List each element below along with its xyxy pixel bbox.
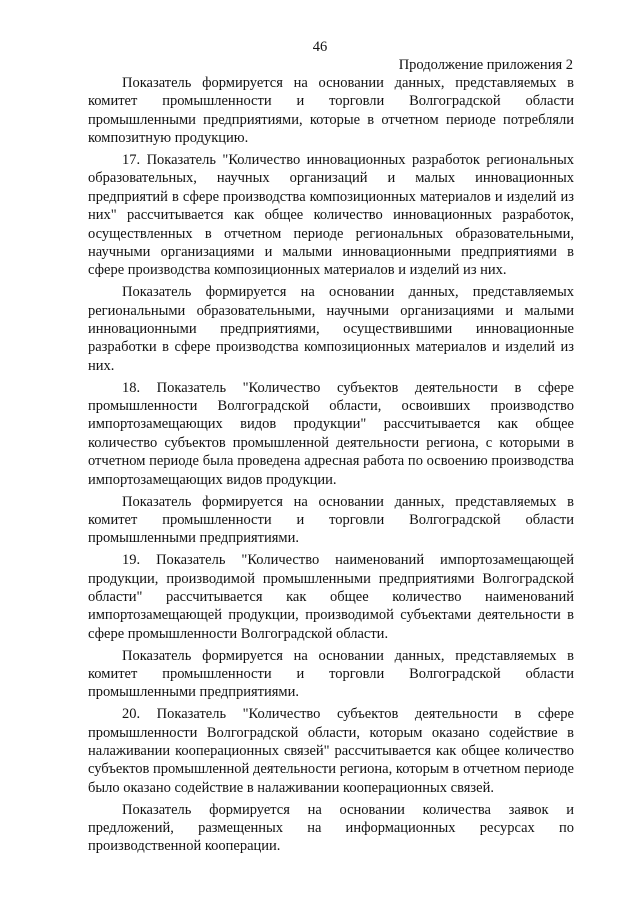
paragraph-indicator-16-source: Показатель формируется на основании данных, представляемых в комитет промышленности и торговли Волгоградской области промышленными предприятиями, которые в отчетном периоде потребляли композитную продукцию.: [88, 75, 574, 147]
paragraph-indicator-18-source: Показатель формируется на основании данных, представляемых в комитет промышленности и торговли Волгоградской области промышленными предприятиями.: [88, 493, 574, 547]
page-number: 46: [312, 39, 328, 55]
paragraph-indicator-18: 18. Показатель "Количество субъектов деятельности в сфере промышленности Волгоградской области, освоивших производство импортозамещающих видов продукции" рассчитывается как общее количество субъектов промышленной деятельности региона, с которыми в отчетном периоде была проведена адресная работа по освоению производства импортозамещающих видов продукции.: [88, 379, 574, 488]
paragraph-indicator-19: 19. Показатель "Количество наименований импортозамещающей продукции, производимой промышленными предприятиями Волгоградской области" рассчитывается как общее количество наименований импортозамещающей продукции, производимой субъектами деятельности в сфере промышленности Волгоградской области.: [88, 552, 574, 642]
document-body: [88, 74, 574, 859]
paragraph-indicator-20: 20. Показатель "Количество субъектов деятельности в сфере промышленности Волгоградской области, которым оказано содействие в налаживании кооперационных связей" рассчитывается как общее количество субъектов промышленной деятельности региона, которым в отчетном периоде было оказано содействие в налаживании кооперационных связей.: [88, 706, 574, 796]
paragraph-indicator-20-source: Показатель формируется на основании количества заявок и предложений, размещенных на информационных ресурсах по производственной кооперации.: [88, 801, 574, 855]
paragraph-indicator-17-source: Показатель формируется на основании данных, представляемых региональными образовательными, научными организациями и малыми инновационными предприятиями, осуществившими инновационные разработки в сфере производства композиционных материалов и изделий из них.: [88, 284, 574, 374]
paragraph-indicator-19-source: Показатель формируется на основании данных, представляемых в комитет промышленности и торговли Волгоградской области промышленными предприятиями.: [88, 647, 574, 701]
appendix-continuation-note: Продолжение приложения 2: [398, 57, 573, 73]
paragraph-indicator-17: 17. Показатель "Количество инновационных разработок региональных образовательных, научных организаций и малых инновационных предприятий в сфере производства композиционных материалов и изделий из них" рассчитывается как общее количество инновационных разработок, осуществленных в отчетном периоде региональных образовательными, научными организациями и малыми инновационными предприятиями в сфере производства композиционных материалов и изделий из них.: [88, 152, 574, 279]
